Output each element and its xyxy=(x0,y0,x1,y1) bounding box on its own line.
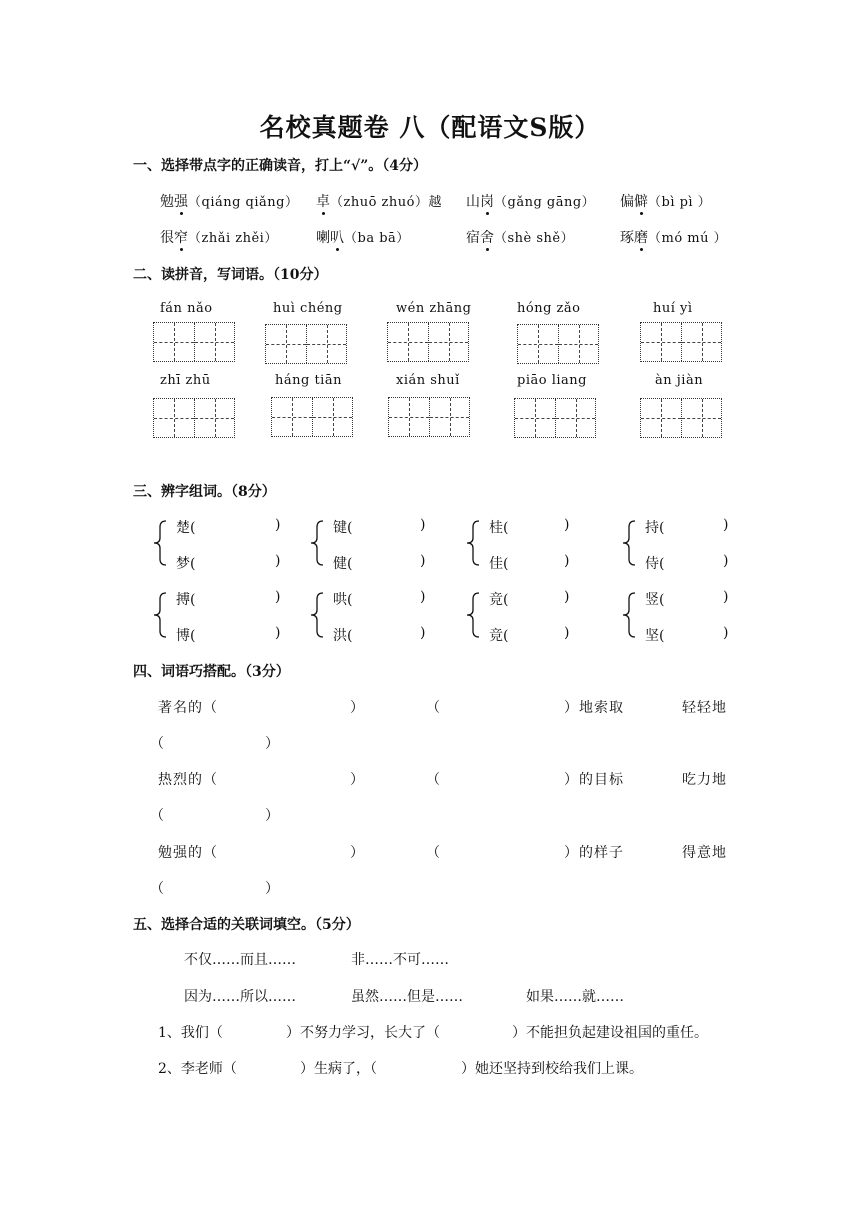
write-grid[interactable] xyxy=(265,324,347,364)
char-with-blank: 佳( xyxy=(489,556,509,572)
close-paren[interactable]: ) xyxy=(420,553,426,569)
curly-brace-icon xyxy=(465,520,481,566)
close-paren[interactable]: ) xyxy=(275,553,281,569)
reading-pre: 宿 xyxy=(466,230,480,246)
match-right-close[interactable]: ） xyxy=(265,881,279,897)
option-3: 因为……所以…… xyxy=(184,989,296,1005)
pinyin-label: àn jiàn xyxy=(655,373,704,388)
reading-options[interactable]: （qiáng qiǎng） xyxy=(188,195,299,210)
write-grid[interactable] xyxy=(517,324,599,364)
grid-cell[interactable] xyxy=(154,399,194,437)
grid-cell[interactable] xyxy=(518,325,558,363)
reading-dotted-char: 磨 xyxy=(634,227,648,247)
match-right-close[interactable]: ） xyxy=(265,808,279,824)
reading-pre: 偏 xyxy=(620,194,634,210)
reading-dotted-char: 僻 xyxy=(634,191,648,211)
char-with-blank: 坚( xyxy=(645,628,665,644)
close-paren[interactable]: ) xyxy=(420,589,426,605)
match-right: 吃力地 xyxy=(682,772,727,788)
char-with-blank: 楚( xyxy=(176,520,196,536)
close-paren[interactable]: ) xyxy=(275,589,281,605)
grid-cell[interactable] xyxy=(194,323,234,361)
section-2-heading: 二、读拼音，写词语。（10分） xyxy=(133,267,328,283)
reading-item xyxy=(160,227,278,247)
reading-options[interactable]: （bì pì ） xyxy=(648,195,712,210)
char-with-blank: 搏( xyxy=(176,592,196,608)
reading-pre: 很 xyxy=(160,230,174,246)
pinyin-label: zhī zhū xyxy=(160,373,211,388)
grid-cell[interactable] xyxy=(681,323,721,361)
grid-cell[interactable] xyxy=(194,399,234,437)
section-4-heading: 四、词语巧搭配。（3分） xyxy=(133,664,290,680)
grid-cell[interactable] xyxy=(428,323,468,361)
grid-cell[interactable] xyxy=(388,323,428,361)
char-with-blank: 竞( xyxy=(489,592,509,608)
match-mid-open[interactable]: （ xyxy=(426,772,440,788)
option-2: 非……不可…… xyxy=(351,952,449,968)
grid-cell[interactable] xyxy=(312,398,352,436)
curly-brace-path xyxy=(467,593,479,637)
question-1-part-1: 1、我们（ xyxy=(158,1025,223,1041)
match-left: 勉强的（ xyxy=(158,845,218,861)
char-with-blank: 侍( xyxy=(645,556,665,572)
grid-cell[interactable] xyxy=(641,399,681,437)
grid-cell[interactable] xyxy=(641,323,681,361)
close-paren[interactable]: ) xyxy=(723,553,729,569)
grid-cell[interactable] xyxy=(389,398,429,436)
close-paren[interactable]: ) xyxy=(564,553,570,569)
write-grid[interactable] xyxy=(640,398,722,438)
close-paren[interactable]: ) xyxy=(420,517,426,533)
grid-cell[interactable] xyxy=(558,325,598,363)
pinyin-label: hóng zǎo xyxy=(517,301,581,316)
match-right-open[interactable]: （ xyxy=(150,808,164,824)
char-with-blank: 洪( xyxy=(333,628,353,644)
reading-item xyxy=(466,227,574,247)
reading-pre: 勉 xyxy=(160,194,174,210)
close-paren[interactable]: ) xyxy=(564,625,570,641)
match-mid-open[interactable]: （ xyxy=(426,845,440,861)
match-left-close[interactable]: ） xyxy=(350,700,364,716)
char-with-blank: 竞( xyxy=(489,628,509,644)
close-paren[interactable]: ) xyxy=(723,589,729,605)
reading-dotted-char: 强 xyxy=(174,191,188,211)
close-paren[interactable]: ) xyxy=(420,625,426,641)
char-with-blank: 持( xyxy=(645,520,665,536)
curly-brace-icon xyxy=(621,520,637,566)
match-left: 热烈的（ xyxy=(158,772,218,788)
reading-pre: 山 xyxy=(466,194,480,210)
option-5: 如果……就…… xyxy=(526,989,624,1005)
close-paren[interactable]: ) xyxy=(723,517,729,533)
match-mid: ）的目标 xyxy=(564,772,624,788)
match-left-close[interactable]: ） xyxy=(350,772,364,788)
char-with-blank: 梦( xyxy=(176,556,196,572)
grid-cell[interactable] xyxy=(266,325,306,363)
char-with-blank: 桂( xyxy=(489,520,509,536)
pinyin-label: piāo liang xyxy=(517,373,587,388)
pinyin-label: huí yì xyxy=(653,301,693,316)
grid-cell[interactable] xyxy=(154,323,194,361)
pinyin-label: háng tiān xyxy=(275,373,342,388)
match-right-open[interactable]: （ xyxy=(150,736,164,752)
char-with-blank: 健( xyxy=(333,556,353,572)
question-1-part-3: ）不能担负起建设祖国的重任。 xyxy=(512,1025,708,1041)
close-paren[interactable]: ) xyxy=(723,625,729,641)
reading-pre: 喇 xyxy=(316,230,330,246)
reading-options[interactable]: （zhuō zhuó）越 xyxy=(330,195,442,210)
pinyin-label: fán nǎo xyxy=(160,301,213,316)
curly-brace-path xyxy=(311,521,323,565)
reading-item xyxy=(466,191,595,211)
curly-brace-icon xyxy=(309,520,325,566)
curly-brace-icon xyxy=(465,592,481,638)
write-grid[interactable] xyxy=(640,322,722,362)
reading-options[interactable]: （zhǎi zhěi） xyxy=(188,231,278,246)
reading-dotted-char: 卓 xyxy=(316,191,330,211)
reading-item xyxy=(620,191,711,211)
reading-dotted-char: 舍 xyxy=(480,227,494,247)
close-paren[interactable]: ) xyxy=(564,589,570,605)
reading-item xyxy=(620,227,727,247)
match-mid: ）的样子 xyxy=(564,845,624,861)
curly-brace-path xyxy=(311,593,323,637)
write-grid[interactable] xyxy=(388,397,470,437)
section-5-heading: 五、选择合适的关联词填空。（5分） xyxy=(133,917,360,933)
reading-options[interactable]: （mó mú ） xyxy=(648,231,728,246)
grid-cell[interactable] xyxy=(681,399,721,437)
curly-brace-icon xyxy=(621,592,637,638)
question-1-part-2: ）不努力学习，长大了（ xyxy=(286,1025,440,1041)
match-right-open[interactable]: （ xyxy=(150,881,164,897)
close-paren[interactable]: ) xyxy=(275,517,281,533)
section-1-heading: 一、选择带点字的正确读音，打上“√”。（4分） xyxy=(133,158,428,174)
reading-item xyxy=(316,227,410,247)
curly-brace-path xyxy=(623,521,635,565)
char-with-blank: 哄( xyxy=(333,592,353,608)
write-grid[interactable] xyxy=(387,322,469,362)
grid-cell[interactable] xyxy=(429,398,469,436)
reading-item xyxy=(316,191,442,211)
option-4: 虽然……但是…… xyxy=(351,989,463,1005)
match-left-close[interactable]: ） xyxy=(350,845,364,861)
reading-options[interactable]: （shè shě） xyxy=(494,231,575,246)
match-mid-open[interactable]: （ xyxy=(426,700,440,716)
curly-brace-path xyxy=(623,593,635,637)
curly-brace-path xyxy=(154,521,166,565)
reading-dotted-char: 窄 xyxy=(174,227,188,247)
write-grid[interactable] xyxy=(271,397,353,437)
reading-dotted-char: 叭 xyxy=(330,227,344,247)
reading-pre: 琢 xyxy=(620,230,634,246)
match-mid: ）地索取 xyxy=(564,700,624,716)
char-with-blank: 博( xyxy=(176,628,196,644)
reading-dotted-char: 岗 xyxy=(480,191,494,211)
curly-brace-path xyxy=(467,521,479,565)
grid-cell[interactable] xyxy=(306,325,346,363)
match-left: 著名的（ xyxy=(158,700,218,716)
section-3-heading: 三、辨字组词。（8分） xyxy=(133,484,276,500)
reading-item xyxy=(160,191,298,211)
option-1: 不仅……而且…… xyxy=(184,952,296,968)
curly-brace-path xyxy=(154,593,166,637)
close-paren[interactable]: ) xyxy=(564,517,570,533)
match-right: 轻轻地 xyxy=(682,700,727,716)
question-2-part-3: ）她还坚持到校给我们上课。 xyxy=(461,1061,643,1077)
close-paren[interactable]: ) xyxy=(275,625,281,641)
reading-options[interactable]: （ba bā） xyxy=(344,231,410,246)
pinyin-label: xián shuǐ xyxy=(396,373,460,388)
grid-cell[interactable] xyxy=(272,398,312,436)
char-with-blank: 键( xyxy=(333,520,353,536)
curly-brace-icon xyxy=(152,592,168,638)
write-grid[interactable] xyxy=(514,398,596,438)
match-right-close[interactable]: ） xyxy=(265,736,279,752)
question-2-part-1: 2、李老师（ xyxy=(158,1061,237,1077)
question-2-part-2: ）生病了，（ xyxy=(300,1061,377,1077)
curly-brace-icon xyxy=(152,520,168,566)
match-right: 得意地 xyxy=(682,845,727,861)
grid-cell[interactable] xyxy=(555,399,595,437)
curly-brace-icon xyxy=(309,592,325,638)
char-with-blank: 竖( xyxy=(645,592,665,608)
pinyin-label: huì chéng xyxy=(273,301,343,316)
write-grid[interactable] xyxy=(153,398,235,438)
grid-cell[interactable] xyxy=(515,399,555,437)
pinyin-label: wén zhāng xyxy=(396,301,472,316)
reading-options[interactable]: （gǎng gāng） xyxy=(494,195,596,210)
write-grid[interactable] xyxy=(153,322,235,362)
page-title: 名校真题卷 八（配语文S版） xyxy=(259,113,601,142)
